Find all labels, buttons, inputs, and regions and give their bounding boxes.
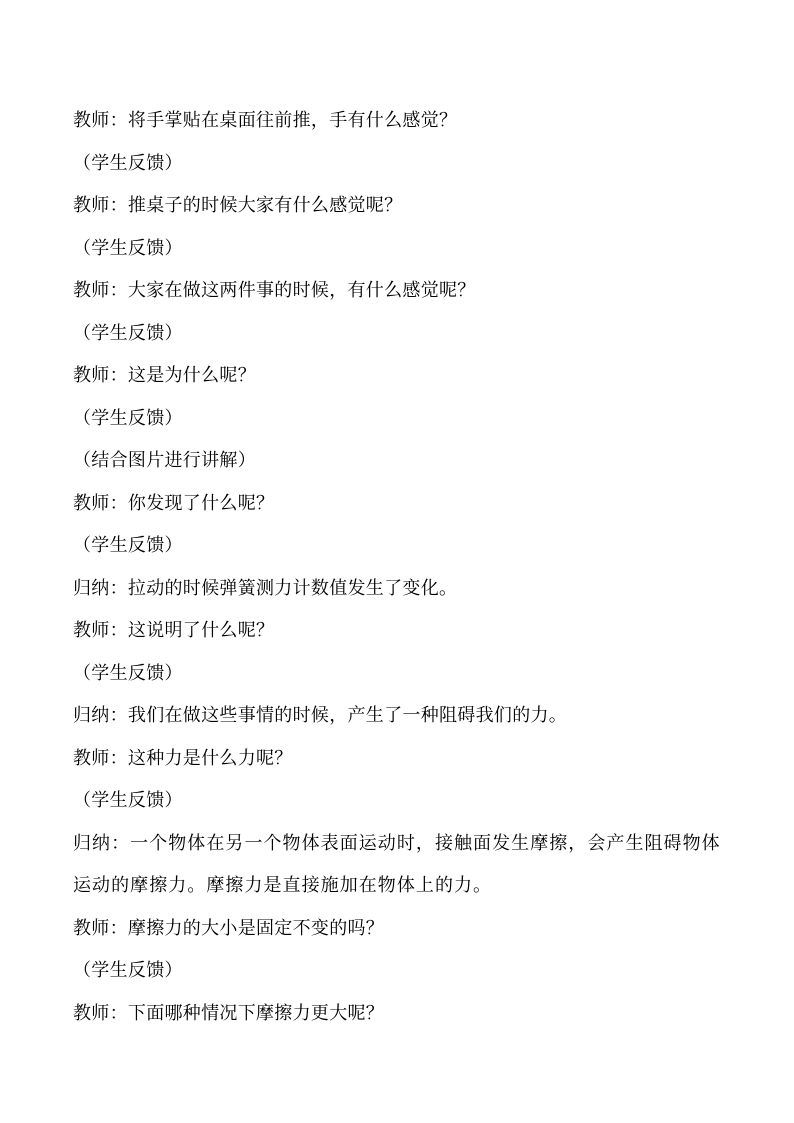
summary-line: 归纳：我们在做这些事情的时候，产生了一种阻碍我们的力。 — [73, 705, 568, 726]
teacher-line: 教师：这是为什么呢？ — [73, 365, 256, 386]
student-feedback-line: （学生反馈） — [73, 407, 183, 429]
student-feedback-line: （学生反馈） — [73, 960, 183, 981]
summary-paragraph: 归纳：一个物体在另一个物体表面运动时，接触面发生摩擦，会产生阻碍物体运动的摩擦力。摩擦力是直接施加在物体上的力。 — [73, 832, 721, 896]
teacher-line: 教师：大家在做这两件事的时候，有什么感觉呢？ — [73, 280, 476, 301]
teacher-line: 教师：这种力是什么力呢？ — [73, 747, 293, 769]
teacher-line: 教师：推桌子的时候大家有什么感觉呢？ — [73, 195, 403, 216]
teacher-line: 教师：将手掌贴在桌面往前推，手有什么感觉？ — [73, 110, 458, 131]
document-body — [73, 100, 728, 1035]
teacher-line: 教师：这说明了什么呢？ — [73, 620, 275, 641]
student-feedback-line: （学生反馈） — [73, 535, 183, 556]
student-feedback-line: （学生反馈） — [73, 322, 183, 344]
student-feedback-line: （学生反馈） — [73, 152, 183, 174]
student-feedback-line: （学生反馈） — [73, 662, 183, 684]
student-feedback-line: （学生反馈） — [73, 790, 183, 811]
student-feedback-line: （学生反馈） — [73, 237, 183, 259]
instruction-note-line: （结合图片进行讲解） — [73, 450, 256, 471]
teacher-line: 教师：你发现了什么呢？ — [73, 492, 275, 514]
teacher-line: 教师：下面哪种情况下摩擦力更大呢？ — [73, 1002, 385, 1024]
teacher-line: 教师：摩擦力的大小是固定不变的吗？ — [73, 917, 385, 939]
summary-line: 归纳：拉动的时候弹簧测力计数值发生了变化。 — [73, 577, 458, 599]
